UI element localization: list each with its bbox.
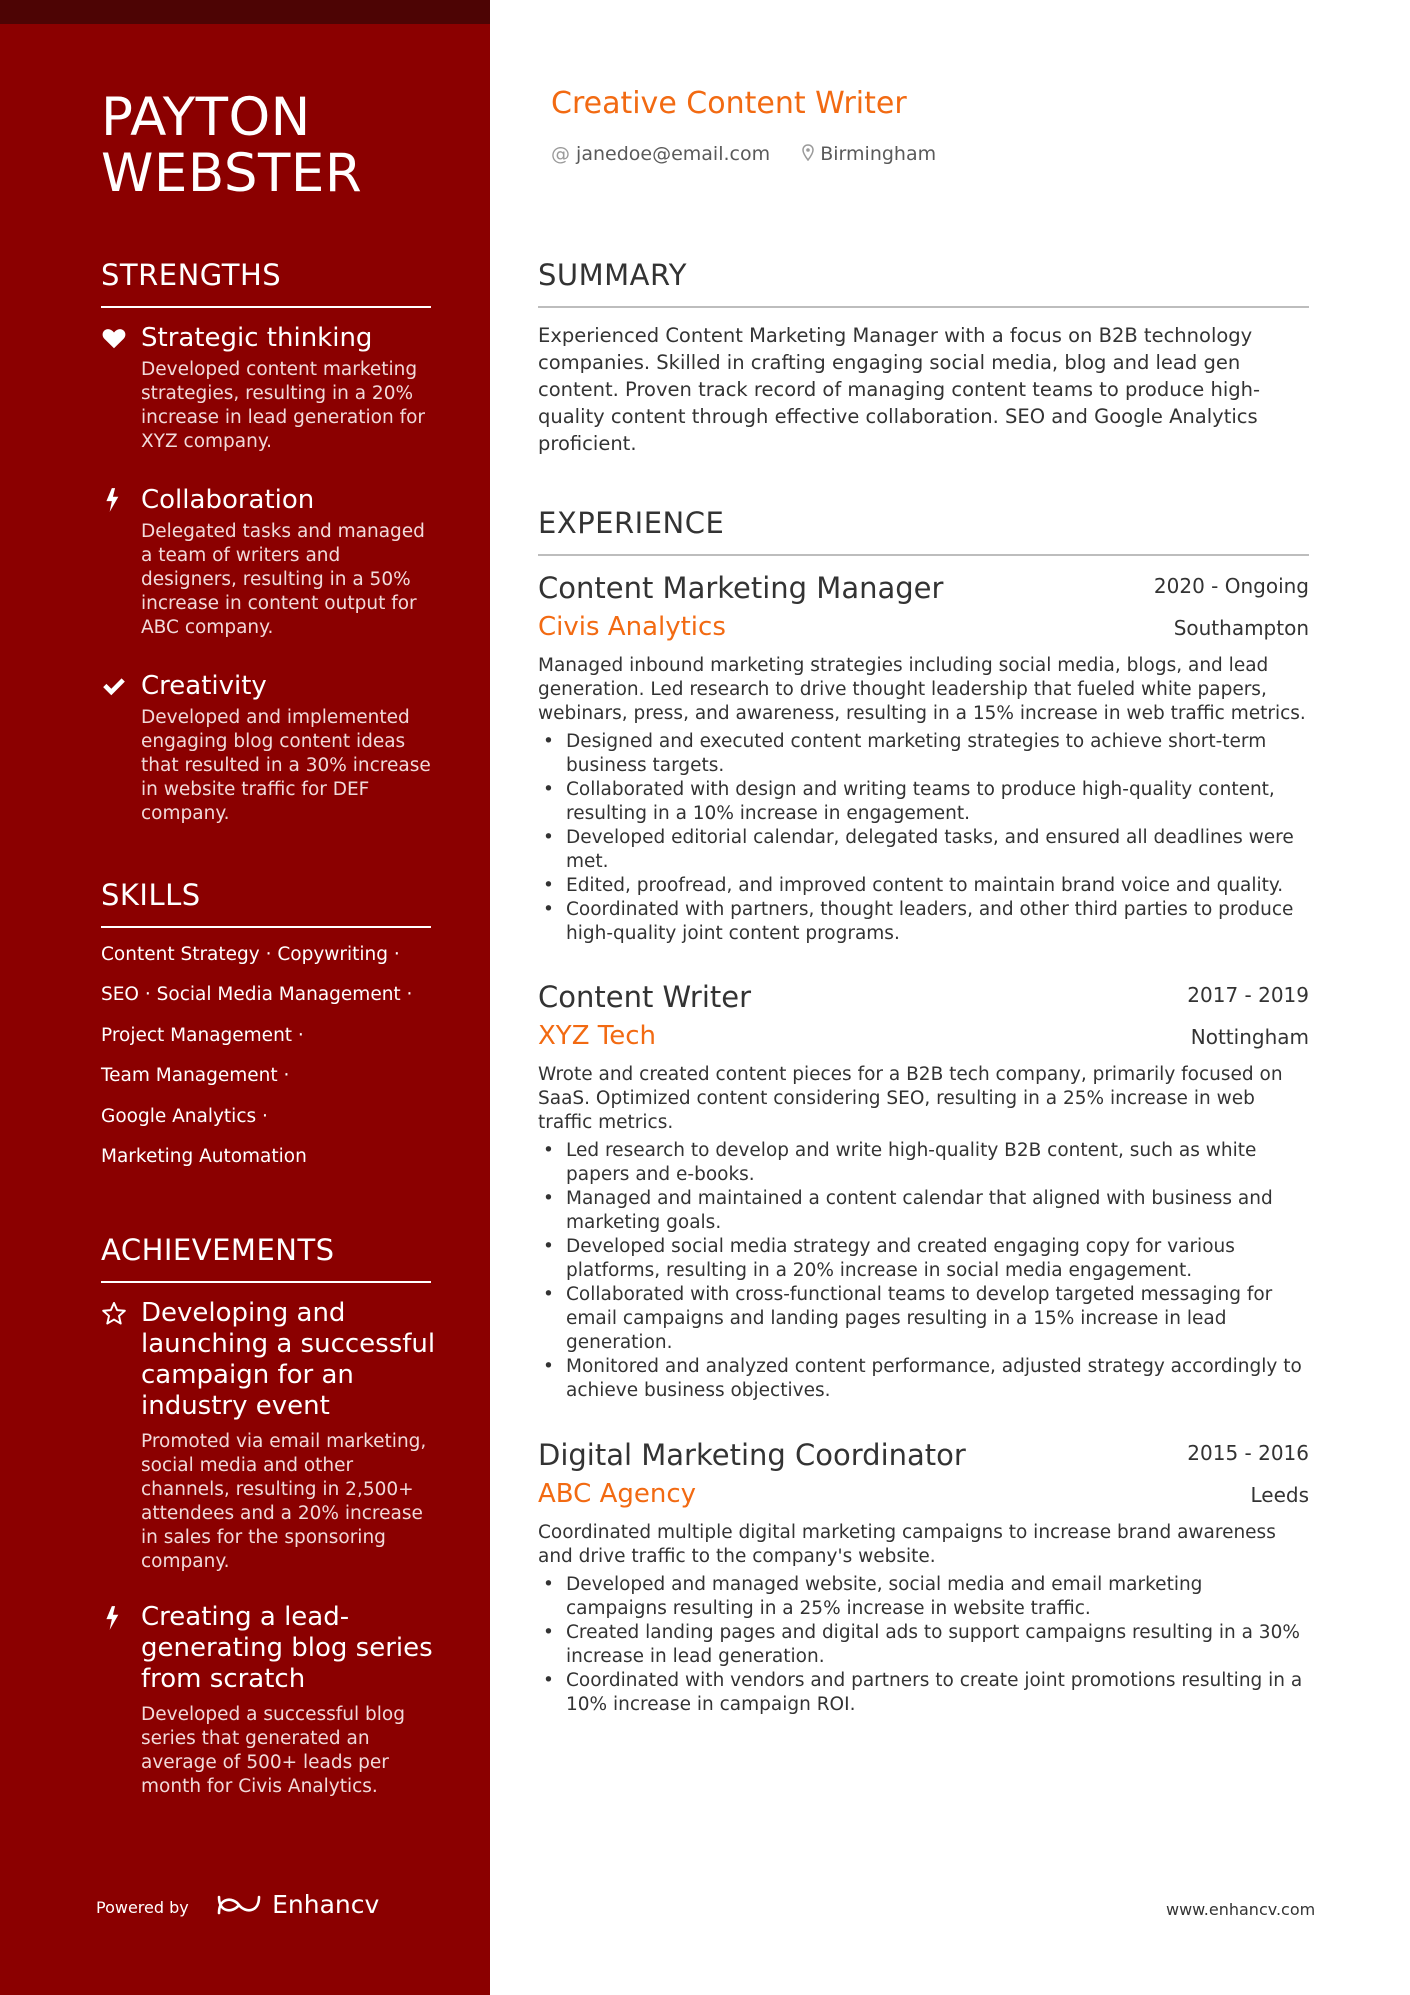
summary-text: Experienced Content Marketing Manager with a focus on B2B technology companies. Skilled in crafting engaging social media, blog and lead gen content. Proven track record of managing content teams to produce high-quality content through effective collaboration. SEO and Google Analytics proficient. <box>538 324 1261 455</box>
bullet-item: • Coordinated with vendors and partners to create joint promotions resulting in a 10% increase in campaign ROI. <box>538 1669 1309 1717</box>
location-text: Birmingham <box>820 143 937 165</box>
strength-title: Creativity <box>141 671 267 701</box>
bolt-icon <box>101 487 127 513</box>
company-name: ABC Agency <box>538 1479 697 1509</box>
skill-line: Project Management · <box>101 1025 304 1046</box>
position-description: Wrote and created content pieces for a B2B tech company, primarily focused on SaaS. Optimized content considering SEO, resulting in a 25% increase in web traffic metrics. <box>538 1064 1283 1133</box>
bullet-item: • Created landing pages and digital ads to support campaigns resulting in a 30% increase in lead generation. <box>538 1621 1309 1669</box>
strengths-heading: STRENGTHS <box>101 258 282 292</box>
bullet-item: • Led research to develop and write high-quality B2B content, such as white papers and e-books. <box>538 1139 1309 1187</box>
achievement-list <box>538 1573 1309 1717</box>
strength-description: Developed content marketing strategies, resulting in a 20% increase in lead generation for XYZ company. <box>141 359 426 452</box>
position-location: Southampton <box>1173 616 1309 640</box>
position-description: Coordinated multiple digital marketing campaigns to increase brand awareness and drive traffic to the company's website. <box>538 1522 1276 1567</box>
sidebar-top-band <box>0 0 490 24</box>
candidate-name: PAYTON WEBSTER <box>101 87 363 204</box>
achievement-list <box>538 1139 1309 1403</box>
achievement-title: Creating a lead-generating blog series from scratch <box>141 1602 433 1694</box>
bullet-item: • Developed social media strategy and created engaging copy for various platforms, resulting in a 20% increase in social media engagement. <box>538 1235 1309 1283</box>
bullet-item: • Developed editorial calendar, delegated tasks, and ensured all deadlines were met. <box>538 826 1309 874</box>
powered-by-label: Powered by <box>96 1898 189 1917</box>
website-link[interactable]: www.enhancv.com <box>1166 1900 1316 1919</box>
enhancv-logo[interactable] <box>215 1890 379 1919</box>
skills-divider <box>101 926 431 928</box>
strengths-divider <box>101 306 431 308</box>
achievements-heading: ACHIEVEMENTS <box>101 1233 335 1267</box>
bullet-item: • Monitored and analyzed content performance, adjusted strategy accordingly to achieve business objectives. <box>538 1355 1309 1403</box>
email-link[interactable]: janedoe@email.com <box>576 143 771 165</box>
enhancv-logo-icon <box>215 1891 263 1919</box>
position-dates: 2017 - 2019 <box>1187 983 1309 1007</box>
achievement-list <box>538 730 1309 946</box>
skill-line: Team Management · <box>101 1065 290 1086</box>
job-title-header: Creative Content Writer <box>551 86 907 121</box>
position-title: Content Writer <box>538 980 752 1014</box>
experience-divider <box>538 554 1309 556</box>
enhancv-logo-text: Enhancv <box>272 1890 380 1919</box>
bullet-item: • Collaborated with design and writing teams to produce high-quality content, resulting in a 10% increase in engagement. <box>538 778 1309 826</box>
bullet-item: • Developed and managed website, social media and email marketing campaigns resulting in a 25% increase in website traffic. <box>538 1573 1309 1621</box>
bullet-item: • Collaborated with cross-functional teams to develop targeted messaging for email campaigns and landing pages resulting in a 15% increase in lead generation. <box>538 1283 1309 1355</box>
company-name: Civis Analytics <box>538 612 726 642</box>
position-location: Nottingham <box>1190 1025 1309 1049</box>
bolt-icon <box>101 1605 127 1631</box>
strength-item <box>101 670 441 826</box>
contact-line <box>551 143 936 165</box>
position-description: Managed inbound marketing strategies including social media, blogs, and lead generation. Led research to drive thought leadership that fueled white papers, webinars, press, and awareness, resulting in a 15% increase in web traffic metrics. <box>538 655 1306 724</box>
strength-description: Delegated tasks and managed a team of writers and designers, resulting in a 50% increase in content output for ABC company. <box>141 521 425 638</box>
bullet-item: • Coordinated with partners, thought leaders, and other third parties to produce high-quality joint content programs. <box>538 898 1309 946</box>
summary-divider <box>538 306 1309 308</box>
achievement-description: Developed a successful blog series that generated an average of 500+ leads per month for Civis Analytics. <box>141 1704 405 1797</box>
bullet-item: • Edited, proofread, and improved content to maintain brand voice and quality. <box>538 874 1309 898</box>
experience-entry <box>538 570 1309 946</box>
position-dates: 2015 - 2016 <box>1187 1441 1309 1465</box>
strength-title: Strategic thinking <box>141 323 373 353</box>
company-name: XYZ Tech <box>538 1021 657 1051</box>
sidebar <box>0 0 490 1995</box>
experience-heading: EXPERIENCE <box>538 506 725 540</box>
star-icon <box>101 1301 127 1327</box>
position-location: Leeds <box>1250 1483 1309 1507</box>
achievement-description: Promoted via email marketing, social media and other channels, resulting in 2,500+ attendees and a 20% increase in sales for the sponsoring company. <box>141 1431 427 1572</box>
at-icon: @ <box>551 143 570 165</box>
experience-entry <box>538 979 1309 1403</box>
strength-item <box>101 322 441 454</box>
skill-line: Content Strategy · Copywriting · <box>101 944 400 965</box>
achievement-item <box>101 1602 441 1799</box>
bullet-item: • Managed and maintained a content calendar that aligned with business and marketing goals. <box>538 1187 1309 1235</box>
strength-item <box>101 484 441 640</box>
strength-title: Collaboration <box>141 485 315 515</box>
achievement-title: Developing and launching a successful campaign for an industry event <box>141 1298 436 1421</box>
bullet-item: • Designed and executed content marketing strategies to achieve short-term business targets. <box>538 730 1309 778</box>
skill-line: Google Analytics · <box>101 1106 268 1127</box>
check-icon <box>101 673 127 699</box>
skills-heading: SKILLS <box>101 878 201 912</box>
summary-heading: SUMMARY <box>538 258 688 292</box>
position-dates: 2020 - Ongoing <box>1153 574 1309 598</box>
location-pin-icon <box>802 144 814 161</box>
position-title: Digital Marketing Coordinator <box>538 1438 966 1472</box>
skill-line: SEO · Social Media Management · <box>101 984 413 1005</box>
experience-entry <box>538 1437 1309 1717</box>
strength-description: Developed and implemented engaging blog content ideas that resulted in a 30% increase in website traffic for DEF company. <box>141 707 431 824</box>
skill-line: Marketing Automation <box>101 1146 307 1167</box>
achievement-item <box>101 1298 441 1574</box>
position-title: Content Marketing Manager <box>538 571 944 605</box>
achievements-divider <box>101 1281 431 1283</box>
heart-icon <box>101 325 127 351</box>
